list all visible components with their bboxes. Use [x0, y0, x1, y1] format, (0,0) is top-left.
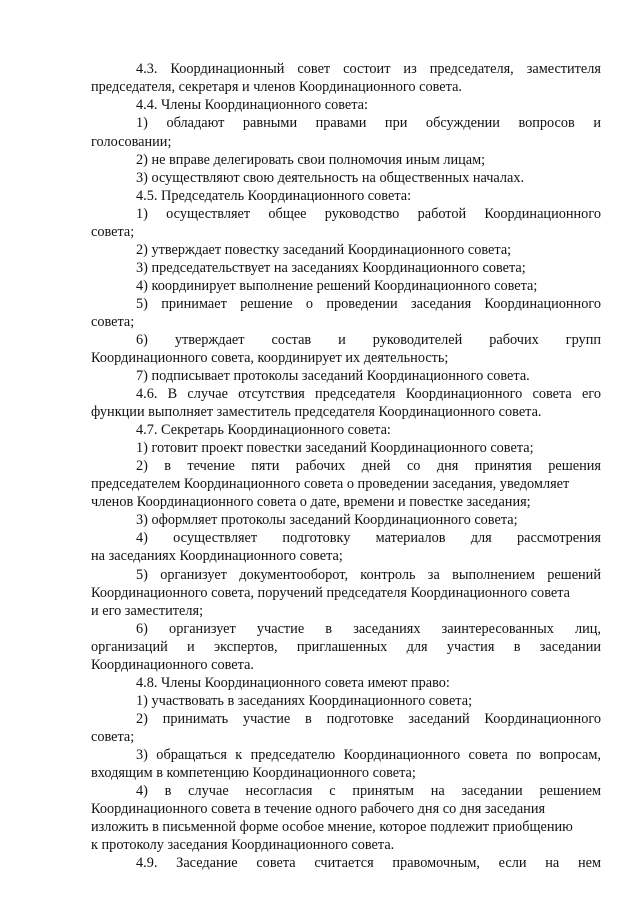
- text-line: 4.8. Члены Координационного совета имеют право:: [136, 675, 450, 691]
- text-line: 4.5. Председатель Координационного совета:: [136, 188, 412, 204]
- text-line: Координационного совета, координирует их деятельность;: [91, 350, 449, 366]
- text-line: 6) организует участие в заседаниях заинтересованных лиц,: [136, 621, 601, 637]
- text-line: 5) принимает решение о проведении заседания Координационного: [136, 296, 601, 312]
- text-line: 1) обладают равными правами при обсуждении вопросов и: [136, 115, 601, 131]
- text-line: председателя, секретаря и членов Координационного совета.: [91, 79, 462, 95]
- text-line: 3) оформляет протоколы заседаний Координационного совета;: [136, 512, 518, 528]
- text-line: 4.4. Члены Координационного совета:: [136, 97, 369, 113]
- text-line: 5) организует документооборот, контроль за выполнением решений: [136, 567, 601, 583]
- text-line: 1) участвовать в заседаниях Координационного совета;: [136, 693, 473, 709]
- text-line: 2) утверждает повестку заседаний Координационного совета;: [136, 242, 512, 258]
- text-line: и его заместителя;: [91, 603, 204, 619]
- text-line: Координационного совета, поручений председателя Координационного совета: [91, 585, 570, 601]
- text-line: членов Координационного совета о дате, времени и повестке заседания;: [91, 494, 531, 510]
- text-line: совета;: [91, 314, 135, 330]
- text-line: 1) осуществляет общее руководство работой Координационного: [136, 206, 601, 222]
- text-line: к протоколу заседания Координационного совета.: [91, 837, 395, 853]
- text-line: 4) осуществляет подготовку материалов для рассмотрения: [136, 530, 601, 546]
- text-line: 6) утверждает состав и руководителей рабочих групп: [136, 332, 601, 348]
- text-line: 4) координирует выполнение решений Координационного совета;: [136, 278, 538, 294]
- text-line: председателем Координационного совета о проведении заседания, уведомляет: [91, 476, 570, 492]
- text-line: 2) не вправе делегировать свои полномочия иным лицам;: [136, 152, 486, 168]
- text-line: 3) обращаться к председателю Координационного совета по вопросам,: [136, 747, 601, 763]
- text-line: совета;: [91, 729, 135, 745]
- text-line: 4) в случае несогласия с принятым на заседании решением: [136, 783, 601, 799]
- text-line: 2) в течение пяти рабочих дней со дня принятия решения: [136, 458, 601, 474]
- text-line: 4.6. В случае отсутствия председателя Координационного совета его: [136, 386, 601, 402]
- text-line: функции выполняет заместитель председателя Координационного совета.: [91, 404, 542, 420]
- text-line: 4.9. Заседание совета считается правомочным, если на нем: [136, 855, 601, 871]
- text-line: на заседаниях Координационного совета;: [91, 548, 343, 564]
- text-line: Координационного совета.: [91, 657, 254, 673]
- text-line: голосовании;: [91, 134, 172, 150]
- text-line: 4.3. Координационный совет состоит из председателя, заместителя: [136, 61, 601, 77]
- text-line: 7) подписывает протоколы заседаний Координационного совета.: [136, 368, 530, 384]
- text-line: изложить в письменной форме особое мнение, которое подлежит приобщению: [91, 819, 573, 835]
- text-line: 3) председательствует на заседаниях Координационного совета;: [136, 260, 526, 276]
- text-line: 1) готовит проект повестки заседаний Координационного совета;: [136, 440, 534, 456]
- text-line: входящим в компетенцию Координационного совета;: [91, 765, 416, 781]
- text-line: Координационного совета в течение одного рабочего дня со дня заседания: [91, 801, 546, 817]
- text-line: 3) осуществляют свою деятельность на общественных началах.: [136, 170, 525, 186]
- text-line: совета;: [91, 224, 135, 240]
- text-line: организаций и экспертов, приглашенных для участия в заседании: [91, 639, 601, 655]
- text-line: 4.7. Секретарь Координационного совета:: [136, 422, 391, 438]
- text-line: 2) принимать участие в подготовке заседаний Координационного: [136, 711, 601, 727]
